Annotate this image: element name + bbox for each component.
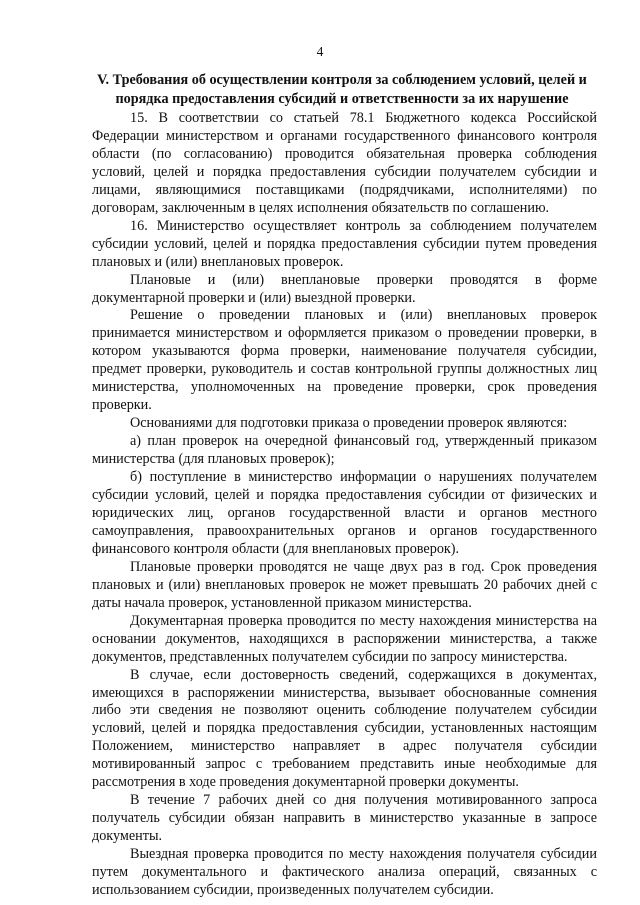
paragraph: В случае, если достоверность сведений, содержащихся в документах, имеющихся в распоряжении министерства, вызывает обоснованные сомнения либо эти сведения не позволяют оценить соблюдение получателем субсидии условий, целей и порядка предоставления субсидии, установленных настоящим Положением, министерство направляет в адрес получателя субсидии мотивированный запрос с требованием представить иные необходимые для рассмотрения в ходе проведения документарной проверки документы. (92, 666, 597, 791)
paragraph: Решение о проведении плановых и (или) внеплановых проверок принимается министерством и оформляется приказом о проведении проверки, в котором указываются форма проверки, наименование получателя субсидии, предмет проверки, руководитель и состав контрольной группы должностных лиц министерства, уполномоченных на проведение проверки, срок проведения проверки. (92, 307, 597, 414)
paragraph: 16. Министерство осуществляет контроль за соблюдением получателем субсидии условий, целей и порядка предоставления субсидии путем проведения плановых и (или) внеплановых проверок. (92, 217, 597, 270)
section-heading: V. Требования об осуществлении контроля за соблюдением условий, целей и порядка предоставления субсидий и ответственности за их нарушение (97, 72, 587, 107)
page-number: 4 (316, 44, 324, 59)
paragraph: Плановые и (или) внеплановые проверки проводятся в форме документарной проверки и (или) выездной проверки. (92, 271, 597, 306)
list-item: б) поступление в министерство информации о нарушениях получателем субсидии условий, целей и порядка предоставления субсидии от физических и юридических лиц, органов государственной власти и органов местного самоуправления, правоохранительных органов и органов государственного финансового контроля области (для внеплановых проверок). (92, 469, 597, 557)
paragraph: Основаниями для подготовки приказа о проведении проверок являются: (130, 415, 568, 432)
paragraph: 15. В соответствии со статьей 78.1 Бюджетного кодекса Российской Федерации министерством и органами государственного финансового контроля области (по согласованию) проводится обязательная проверка соблюдения условий, целей и порядка предоставления субсидии получателем субсидии и лицами, являющимися поставщиками (подрядчиками, исполнителями) по договорам, заключенным в целях исполнения обязательств по соглашению. (92, 110, 597, 216)
paragraph: Выездная проверка проводится по месту нахождения получателя субсидии путем документального и фактического анализа операций, связанных с использованием субсидии, произведенных получателем субсидии. (92, 846, 597, 898)
paragraph: Плановые проверки проводятся не чаще двух раз в год. Срок проведения плановых и (или) внеплановых проверок не может превышать 20 рабочих дней с даты начала проверок, установленной приказом министерства. (92, 558, 597, 611)
paragraph: В течение 7 рабочих дней со дня получения мотивированного запроса получатель субсидии обязан направить в министерство указанные в запросе документы. (92, 792, 597, 845)
paragraph: Документарная проверка проводится по месту нахождения министерства на основании документов, находящихся в распоряжении министерства, а также документов, представленных получателем субсидии по запросу министерства. (92, 612, 597, 665)
list-item: а) план проверок на очередной финансовый год, утвержденный приказом министерства (для плановых проверок); (92, 433, 597, 468)
document-body (92, 110, 597, 900)
